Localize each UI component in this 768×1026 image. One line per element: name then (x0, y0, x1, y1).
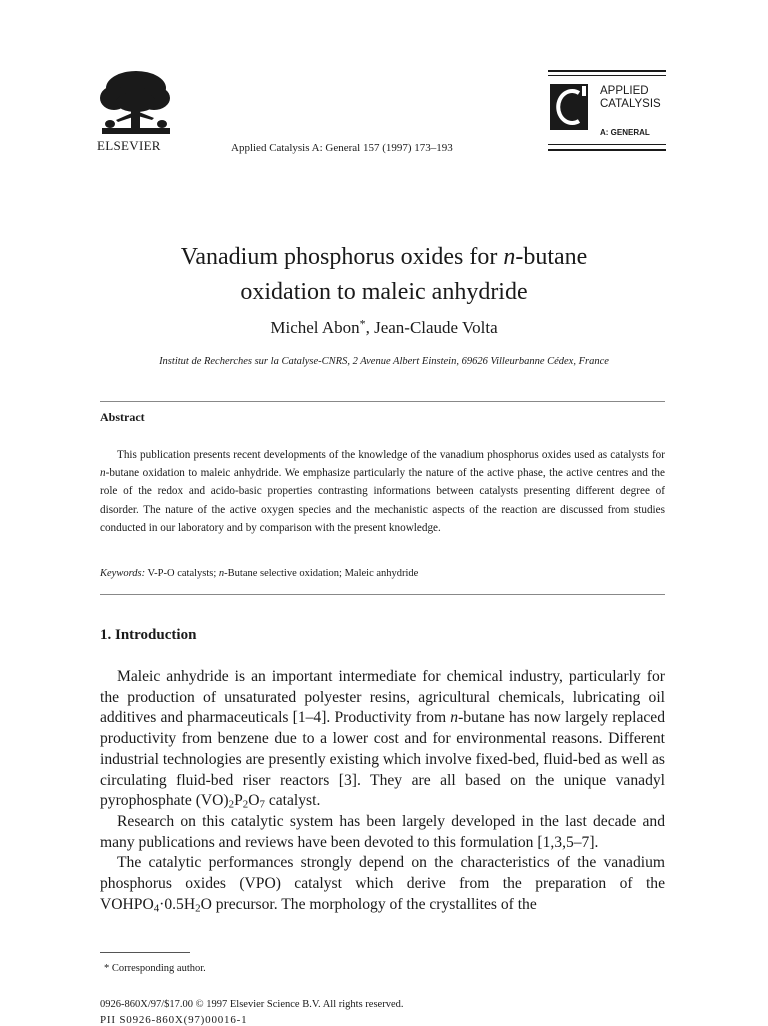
introduction-text (100, 667, 665, 915)
journal-reference: Applied Catalysis A: General 157 (1997) 173–193 (231, 142, 453, 154)
abstract-heading: Abstract (100, 410, 145, 424)
publisher-name: ELSEVIER (97, 138, 161, 153)
divider (100, 401, 665, 402)
journal-logo-line1: APPLIED (600, 85, 649, 97)
footnote-divider (100, 952, 190, 953)
author-affiliation: Institut de Recherches sur la Catalyse-CNRS, 2 Avenue Albert Einstein, 69626 Villeurbanne Cédex, France (159, 356, 609, 367)
author-name: Jean-Claude Volta (374, 318, 498, 337)
catalysis-c-mark (550, 84, 588, 130)
divider (100, 594, 665, 595)
journal-logo-line3: A: GENERAL (600, 128, 650, 137)
keywords: Keywords: V-P-O catalysts; n-Butane selective oxidation; Maleic anhydride (100, 568, 419, 579)
paragraph: Maleic anhydride is an important intermediate for chemical industry, particularly for the production of unsaturated polyester resins, agricultural chemicals, lubricating oil additives and pharmaceuticals [1–4]. Productivity from n-butane has now largely replaced productivity from benzene due to a lower cost and for environmental reasons. Different industrial technologies are presently existing which involve fixed-bed, fluid-bed as well as circulating fluid-bed riser reactors [3]. They are all based on the unique vanadyl pyrophosphate $(VO)_2P_2O_7$ catalyst. (100, 668, 666, 811)
author-name: Michel Abon (270, 318, 360, 337)
paragraph: The catalytic performances strongly depend on the characteristics of the vanadium phosphorus oxides (VPO) catalyst which derive from the preparation of the $VOHPO_4\cdot 0.5H_2O$ precursor. The morphology of the crystallites of the (100, 854, 665, 915)
elsevier-tree-logo (96, 68, 176, 138)
journal-logo-line2: CATALYSIS (600, 98, 661, 110)
corresponding-marker: * (359, 316, 366, 331)
author-list: Michel Abon*, Jean-Claude Volta (270, 316, 498, 337)
applied-catalysis-logo (548, 70, 666, 154)
section-heading: 1. Introduction (100, 627, 197, 643)
copyright-line: 0926-860X/97/$17.00 © 1997 Elsevier Science B.V. All rights reserved. (100, 999, 404, 1010)
article-title: Vanadium phosphorus oxides for n-butane oxidation to maleic anhydride (180, 244, 588, 305)
paragraph: Research on this catalytic system has been largely developed in the last decade and many publications and reviews have been devoted to this formulation [1,3,5–7]. (100, 812, 665, 851)
abstract-text: This publication presents recent developments of the knowledge of the vanadium phosphorus oxides used as catalysts for n-butane oxidation to maleic anhydride. We emphasize particularly the nature of the active phase, the active centres and the role of the redox and acido-basic properties contrasting informations between catalysts presenting different degree of disorder. The nature of the active oxygen species and the mechanistic aspects of the reaction are discussed from studies conducted in our laboratory and by comparison with the present knowledge. (100, 449, 665, 534)
footnote: * Corresponding author. (104, 963, 206, 974)
pii-line: PII S0926-860X(97)00016-1 (100, 1014, 248, 1026)
